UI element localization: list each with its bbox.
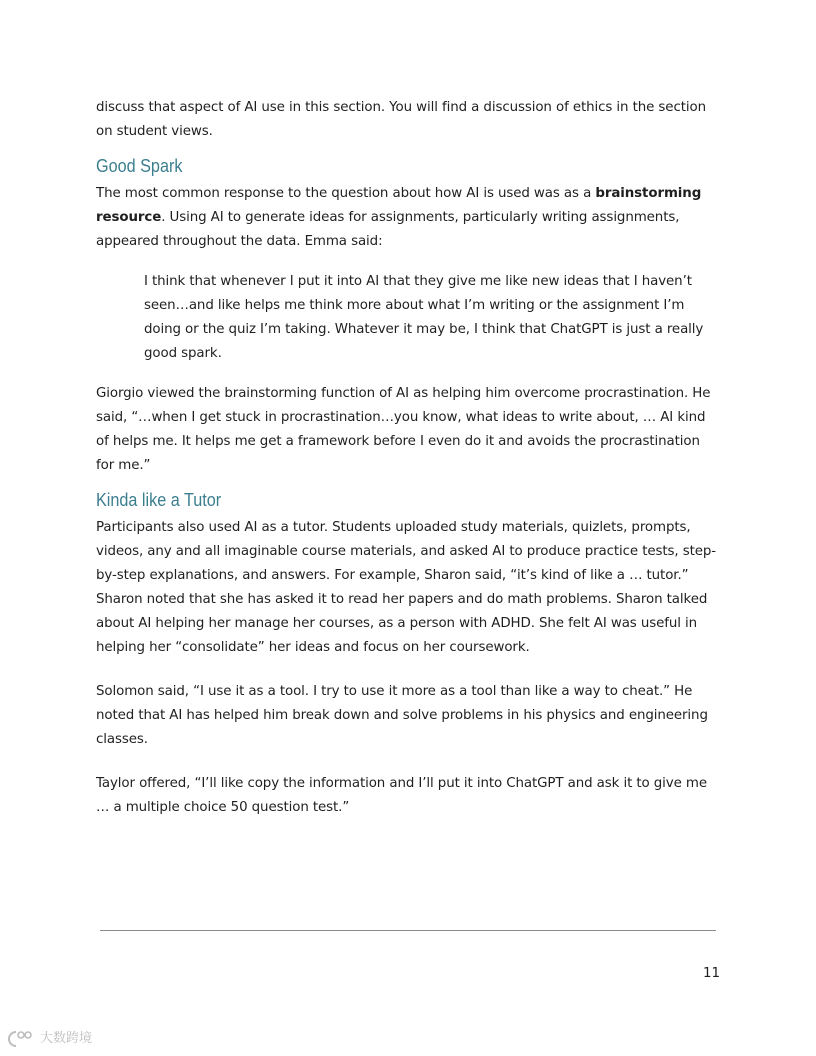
paragraph-gap bbox=[96, 752, 720, 772]
paragraph-gap bbox=[96, 660, 720, 680]
tutor-paragraph-2: Solomon said, “I use it as a tool. I try to use it more as a tool than like a way to cheat.” He noted that AI has helped him break down and solve problems in his physics and engineering classes. bbox=[96, 684, 708, 747]
text-span: . Using AI to generate ideas for assignments, particularly writing assignments, appeared throughout the data. Emma said: bbox=[96, 210, 680, 249]
good-spark-paragraph-1 bbox=[96, 182, 720, 254]
intro-continuation: discuss that aspect of AI use in this section. You will find a discussion of ethics in the section on student views. bbox=[96, 100, 706, 139]
footer-divider bbox=[100, 930, 716, 931]
watermark-text: 大数跨境 bbox=[40, 1031, 93, 1046]
good-spark-paragraph-2: Giorgio viewed the brainstorming function of AI as helping him overcome procrastination. He said, “…when I get stuck in procrastination…you know, what ideas to write about, … AI kind of helps me. It helps me get a framework before I even do it and avoids the procrastination for me.” bbox=[96, 386, 711, 473]
tutor-paragraph-1: Participants also used AI as a tutor. Students uploaded study materials, quizlets, prompts, videos, any and all imaginable course materials, and asked AI to produce practice tests, step-by-step explanations, and answers. For example, Sharon said, “it’s kind of like a … tutor.” Sharon noted that she has asked it to read her papers and do math problems. Sharon talked about AI helping her manage her courses, as a person with ADHD. She felt AI was useful in helping her “consolidate” her ideas and focus on her coursework. bbox=[96, 520, 717, 655]
text-span: The most common response to the question about how AI is used was as a bbox=[96, 186, 596, 201]
heading-kinda-like-a-tutor: Kinda like a Tutor bbox=[96, 490, 222, 510]
emma-quote: I think that whenever I put it into AI that they give me like new ideas that I haven’t seen…and like helps me think more about what I’m writing or the assignment I’m doing or the quiz I’m taking. Whatever it may be, I think that ChatGPT is just a really good spark. bbox=[144, 274, 704, 361]
page-content bbox=[96, 96, 720, 820]
tutor-paragraph-3: Taylor offered, “I’ll like copy the information and I’ll put it into ChatGPT and ask it to give me … a multiple choice 50 question test.” bbox=[96, 776, 707, 815]
watermark bbox=[6, 1028, 92, 1050]
page-number: 11 bbox=[702, 966, 720, 981]
bold-term: brainstorming resource bbox=[96, 186, 702, 225]
brand-logo-icon bbox=[6, 1029, 36, 1049]
heading-good-spark: Good Spark bbox=[96, 156, 183, 176]
